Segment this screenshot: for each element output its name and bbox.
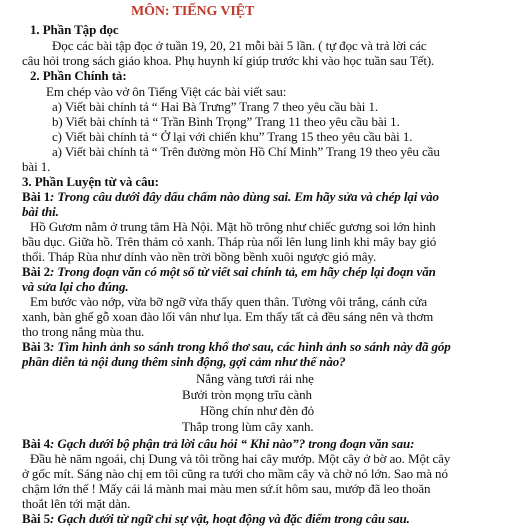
exercise-label: Bài 5	[22, 511, 51, 526]
list-item: a) Viết bài chính tả “ Trên đường mòn Hồ Chí Minh” Trang 19 theo yêu cầu	[52, 144, 440, 159]
list-item: a) Viết bài chính tả “ Hai Bà Trưng” Trang 7 theo yêu cầu bài 1.	[52, 99, 379, 114]
question-text: : Gạch dưới bộ phận trả lời câu hỏi “ Khi nào”? trong đoạn văn sau:	[50, 436, 415, 451]
paragraph-line: bầu dục. Giữa hồ. Trên thảm cỏ xanh. Tháp rùa nổi lên lung linh khi mây bay gió	[22, 234, 437, 249]
exercise-question	[22, 339, 451, 354]
poem-line: Bưởi tròn mọng trĩu cành	[182, 387, 312, 402]
question-text: : Trong đoạn văn có một số từ viết sai chính tả, em hãy chép lại đoạn văn	[50, 264, 436, 279]
paragraph-line: chậm lớn thế ! Mấy cái lá mành mai màu men sứ.ít hôm sau, mướp đã leo thoăn	[22, 481, 431, 496]
question-text: : Trong câu dưới đây dấu chấm nào dùng sai. Em hãy sửa và chép lại vào	[50, 189, 439, 204]
paragraph-line: xanh, bàn ghế gỗ xoan đào lối vân như lụa. Em thấy tất cả đều sáng nên và thơm	[22, 309, 434, 324]
page-title: MÔN: TIẾNG VIỆT	[131, 4, 255, 19]
exercise-question	[22, 189, 439, 204]
section-heading: 2. Phần Chính tả:	[30, 68, 127, 83]
question-text: : Gạch dưới từ ngữ chỉ sự vật, hoạt động và đặc điểm trong câu sau.	[50, 511, 410, 526]
exercise-label: Bài 4	[22, 436, 51, 451]
question-text: phần diễn tả nội dung thêm sinh động, gợi cảm như thế nào?	[22, 354, 346, 369]
paragraph-line: câu hỏi trong sách giáo khoa. Phụ huynh kí giúp trước khi vào học tuần sau Tết).	[22, 53, 435, 68]
exercise-question	[22, 436, 414, 451]
question-text: : Tìm hình ảnh so sánh trong khổ thơ sau, các hình ảnh so sánh này đã góp	[50, 339, 451, 354]
question-text: và sửa lại cho đúng.	[22, 279, 129, 294]
exercise-question	[22, 511, 410, 526]
list-item: bài 1.	[22, 159, 51, 174]
paragraph-line: tho trong nắng mùa thu.	[22, 324, 145, 339]
exercise-label: Bài 1	[22, 189, 51, 204]
paragraph-line: Hồ Gươm nằm ở trung tâm Hà Nội. Mặt hồ trông như chiếc gương soi lớn hình	[30, 219, 436, 234]
paragraph-line: Em bước vào nớp, vừa bỡ ngỡ vừa thấy quen thân. Tường vôi trắng, cánh cửa	[30, 294, 428, 309]
section-heading: 1. Phần Tập đọc	[30, 22, 119, 37]
poem-line: Thắp trong lùm cây xanh.	[182, 419, 314, 434]
list-item: b) Viết bài chính tả “ Trần Bình Trọng” Trang 11 theo yêu cầu bài 1.	[52, 114, 400, 129]
paragraph-line: Đầu hè năm ngoái, chị Dung và tôi trồng hai cây mướp. Một cây ở bờ ao. Một cây	[30, 451, 451, 466]
paragraph-line: Đọc các bài tập đọc ở tuần 19, 20, 21 mỗi bài 5 lần. ( tự đọc và trả lời các	[52, 38, 427, 53]
exercise-question	[22, 264, 436, 279]
question-text: bài thi.	[22, 204, 59, 219]
paragraph-line: ở gốc mít. Sáng nào chị em tôi cũng ra tưới cho mầm cây và chờ nó lớn. Sao mà nó	[22, 466, 448, 481]
exercise-label: Bài 2	[22, 264, 51, 279]
paragraph-line: thoắt lên tới mặt dàn.	[22, 496, 131, 511]
section-heading: 3. Phần Luyện từ và câu:	[22, 174, 159, 189]
list-item: c) Viết bài chính tả “ Ở lại với chiến khu” Trang 15 theo yêu cầu bài 1.	[52, 129, 413, 144]
exercise-label: Bài 3	[22, 339, 51, 354]
paragraph-line: Em chép vào vở ôn Tiếng Việt các bài viết sau:	[46, 84, 287, 99]
poem-line: Nắng vàng tươi rải nhẹ	[196, 371, 314, 386]
paragraph-line: thổi. Tháp Rùa như dính vào nền trời bồng bềnh xuôi ngược gió mây.	[22, 249, 377, 264]
poem-line: Hồng chín như đèn đỏ	[200, 403, 315, 418]
